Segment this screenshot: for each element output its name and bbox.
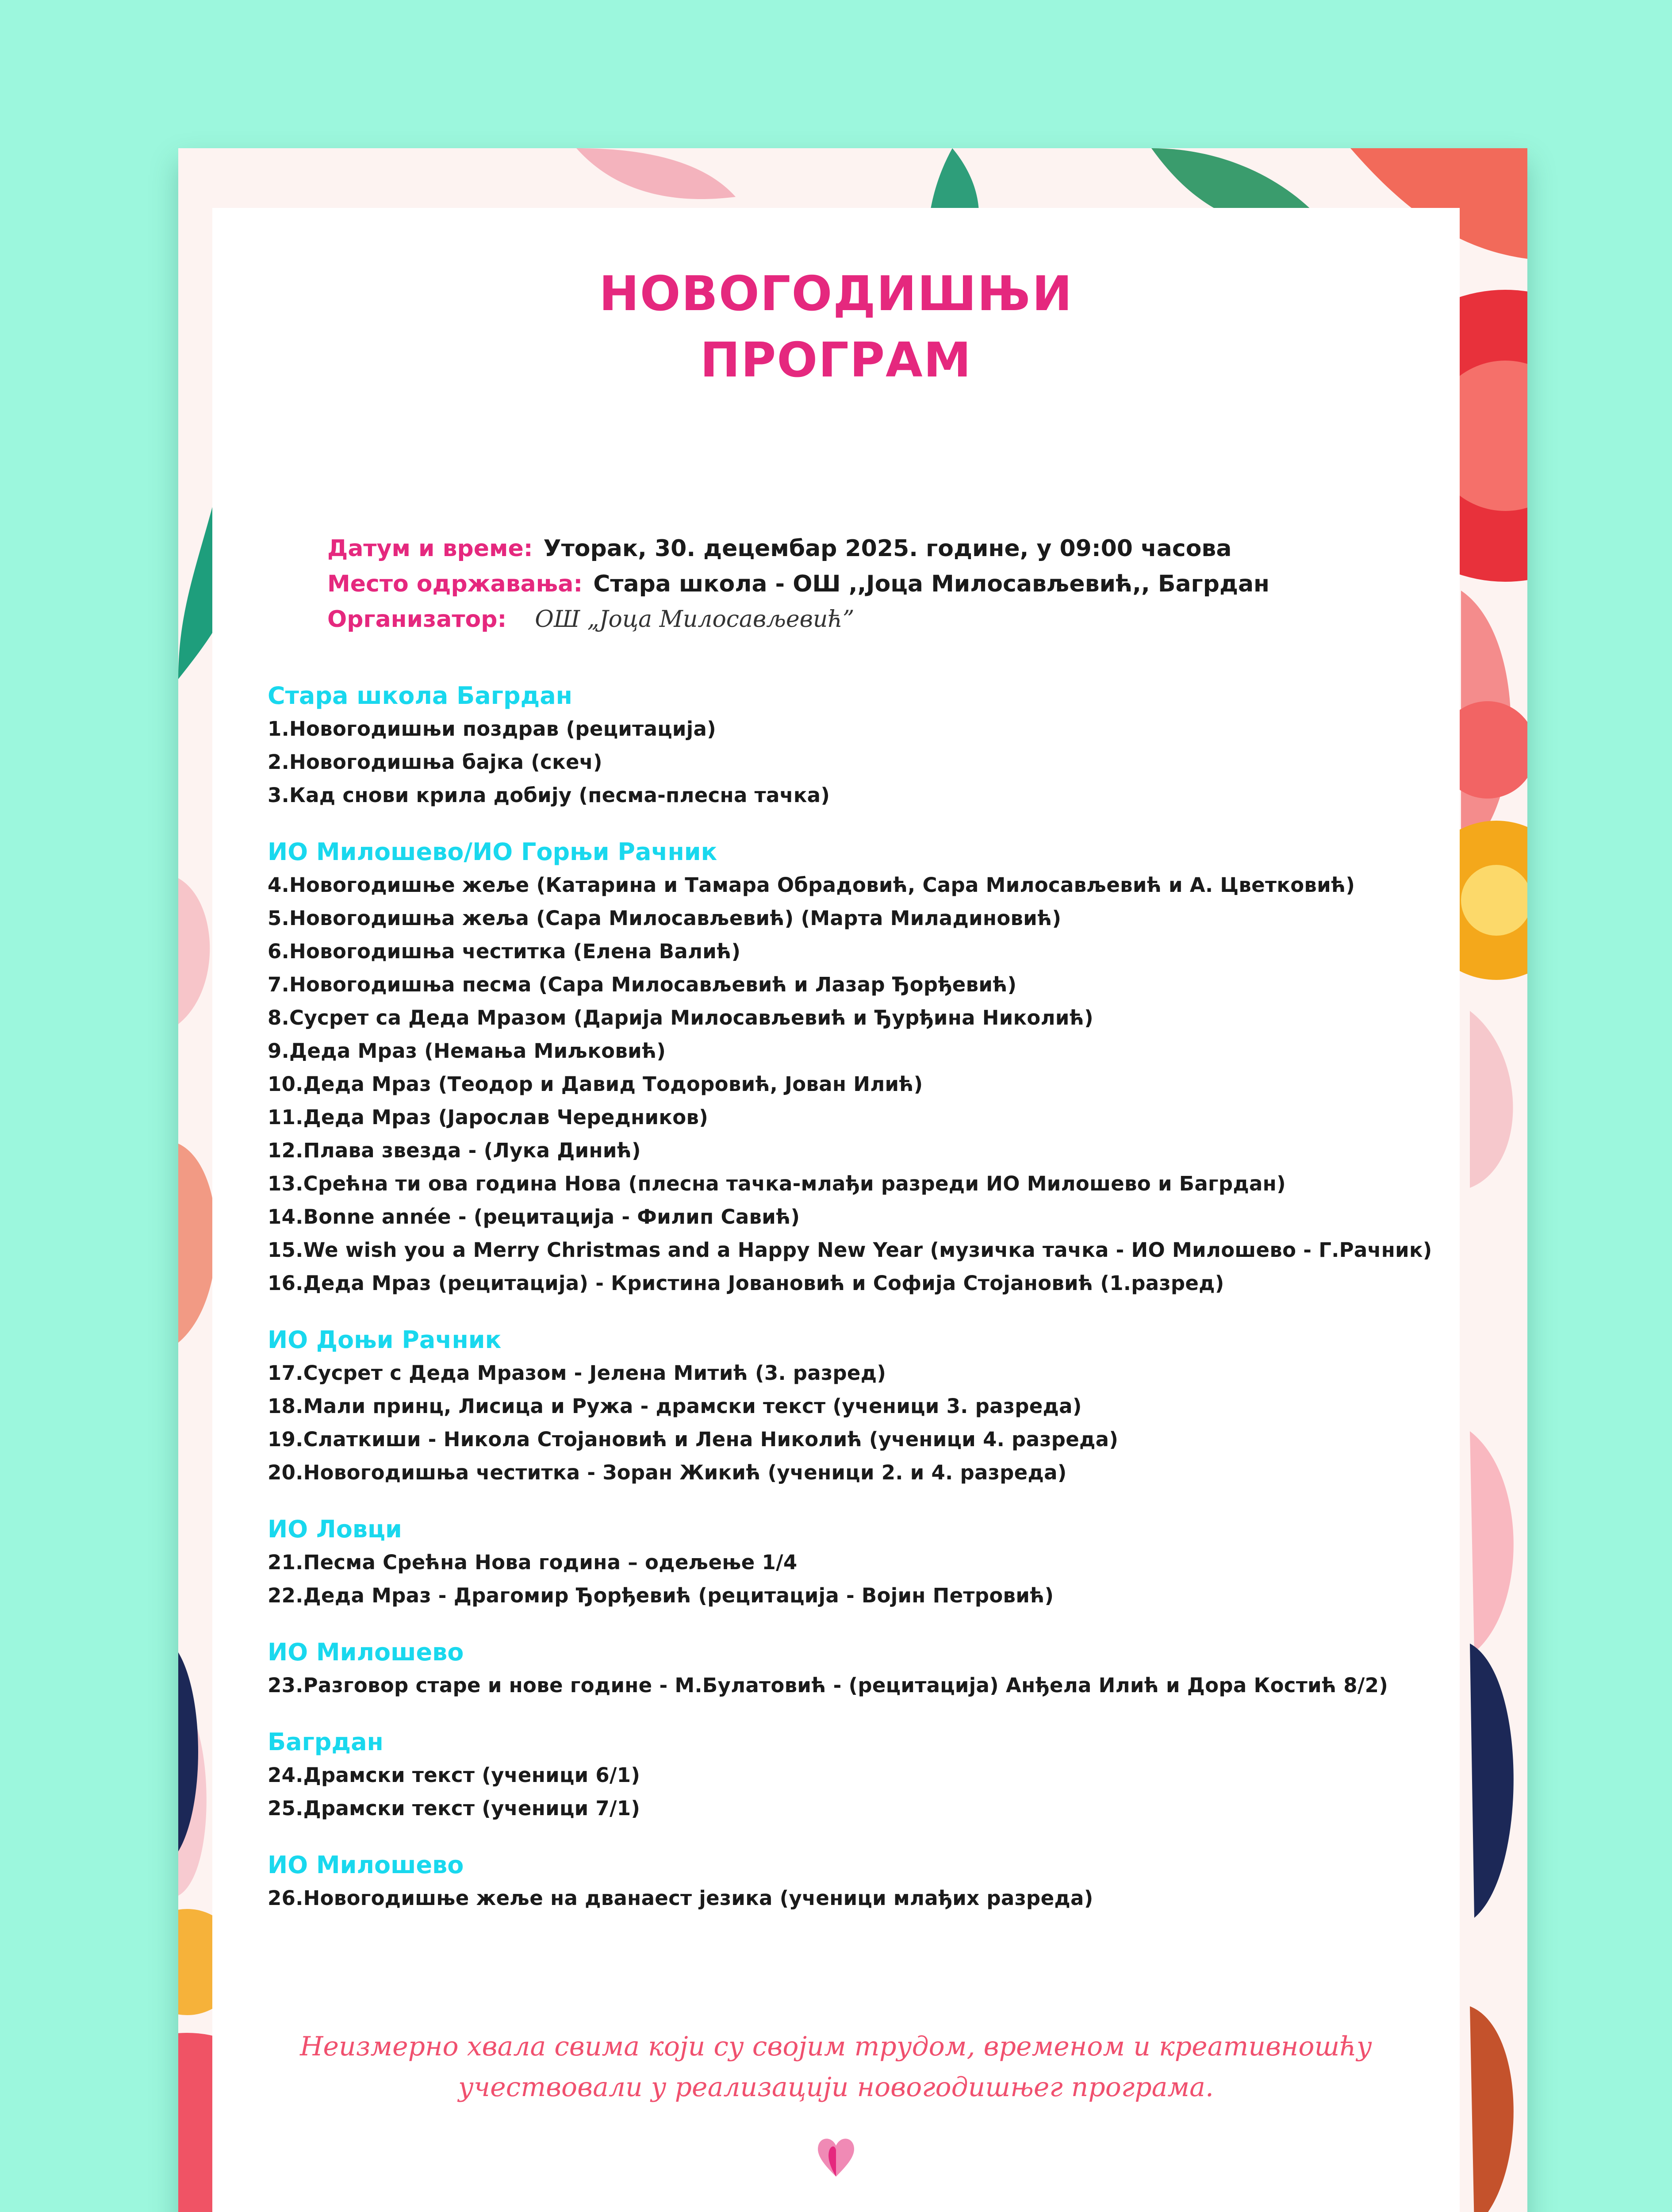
program-item: 4.Новогодишње жеље (Катарина и Тамара Обрадовић, Сара Милосављевић и А. Цветковић) xyxy=(268,873,1355,897)
program-item: 17.Сусрет с Деда Мразом - Јелена Митић (3. разред) xyxy=(268,1361,886,1385)
program-section xyxy=(268,1513,1462,1612)
heart-icon xyxy=(814,2132,858,2181)
organizer-row xyxy=(327,602,1433,637)
program-section xyxy=(268,1848,1462,1915)
date-row xyxy=(327,531,1433,566)
organizer-label: Организатор: xyxy=(327,606,507,633)
program-item: 14.Bonne année - (рецитација - Филип Савић) xyxy=(268,1205,800,1229)
event-info xyxy=(327,531,1433,637)
program-item: 3.Кад снови крила добију (песма-плесна тачка) xyxy=(268,783,830,807)
program-item: 26.Новогодишње жеље на дванаест језика (ученици млађих разреда) xyxy=(268,1886,1093,1910)
program-item: 21.Песма Срећна Нова година – одељење 1/4 xyxy=(268,1551,798,1574)
program-item: 6.Новогодишња честитка (Елена Валић) xyxy=(268,940,741,963)
title-line-2: ПРОГРАМ xyxy=(700,333,972,388)
section-heading: ИО Доњи Рачник xyxy=(268,1326,502,1354)
program-item: 16.Деда Мраз (рецитација) - Кристина Јовановић и Софија Стојановић (1.разред) xyxy=(268,1271,1224,1295)
program-item: 8.Сусрет са Деда Мразом (Дарија Милосављевић и Ђурђина Николић) xyxy=(268,1006,1093,1029)
program-item: 1.Новогодишњи поздрав (рецитација) xyxy=(268,717,716,741)
program-item: 9.Деда Мраз (Немања Миљковић) xyxy=(268,1039,666,1063)
program-item: 20.Новогодишња честитка - Зоран Жикић (ученици 2. и 4. разреда) xyxy=(268,1461,1067,1484)
program-item: 19.Слаткиши - Никола Стојановић и Лена Николић (ученици 4. разреда) xyxy=(268,1428,1119,1451)
page-title xyxy=(212,261,1460,394)
program-section xyxy=(268,1323,1462,1489)
section-heading: ИО Милошево xyxy=(268,1638,464,1666)
thanks-line-1: Неизмерно хвала свима који су својим трудом, временом и креативношћу xyxy=(300,2031,1372,2062)
section-heading: ИО Милошево xyxy=(268,1851,464,1879)
section-heading: Стара школа Багрдан xyxy=(268,682,572,710)
thanks-note xyxy=(212,2026,1460,2108)
organizer-value: ОШ „Јоца Милосављевић” xyxy=(535,606,855,633)
date-label: Датум и време: xyxy=(327,535,533,562)
program-list xyxy=(268,679,1462,1938)
program-section xyxy=(268,835,1462,1300)
program-item: 2.Новогодишња бајка (скеч) xyxy=(268,750,602,774)
program-item: 5.Новогодишња жеља (Сара Милосављевић) (Марта Миладиновић) xyxy=(268,906,1062,930)
program-item: 10.Деда Мраз (Теодор и Давид Тодоровић, Јован Илић) xyxy=(268,1072,923,1096)
section-heading: ИО Милошево/ИО Горњи Рачник xyxy=(268,838,717,866)
program-item: 7.Новогодишња песма (Сара Милосављевић и Лазар Ђорђевић) xyxy=(268,973,1017,996)
program-item: 23.Разговор старе и нове године - М.Булатовић - (рецитација) Анђела Илић и Дора Костић 8/2) xyxy=(268,1674,1388,1697)
program-item: 12.Плава звезда - (Лука Динић) xyxy=(268,1139,641,1162)
program-item: 11.Деда Мраз (Јарослав Чередников) xyxy=(268,1106,709,1129)
program-item: 15.We wish you a Merry Christmas and a Happy New Year (музичка тачка - ИО Милошево - Г.Рачник) xyxy=(268,1238,1432,1262)
program-item: 18.Мали принц, Лисица и Ружа - драмски текст (ученици 3. разреда) xyxy=(268,1394,1082,1418)
program-section xyxy=(268,1636,1462,1702)
place-value: Стара школа - ОШ ,,Јоца Милосављевић,, Багрдан xyxy=(593,571,1269,597)
place-label: Место одржавања: xyxy=(327,571,583,597)
program-item: 25.Драмски текст (ученици 7/1) xyxy=(268,1797,640,1820)
thanks-line-2: учествовали у реализацији новогодишњег програма. xyxy=(458,2072,1214,2103)
program-section xyxy=(268,1725,1462,1825)
date-value: Уторак, 30. децембар 2025. године, у 09:00 часова xyxy=(543,535,1232,562)
section-heading: ИО Ловци xyxy=(268,1515,402,1543)
program-item: 22.Деда Мраз - Драгомир Ђорђевић (рецитација - Војин Петровић) xyxy=(268,1584,1054,1607)
title-line-1: НОВОГОДИШЊИ xyxy=(599,266,1073,322)
place-row xyxy=(327,566,1433,602)
program-item: 24.Драмски текст (ученици 6/1) xyxy=(268,1763,640,1787)
section-heading: Багрдан xyxy=(268,1728,383,1756)
program-item: 13.Срећна ти ова година Нова (плесна тачка-млађи разреди ИО Милошево и Багрдан) xyxy=(268,1172,1286,1195)
program-section xyxy=(268,679,1462,812)
